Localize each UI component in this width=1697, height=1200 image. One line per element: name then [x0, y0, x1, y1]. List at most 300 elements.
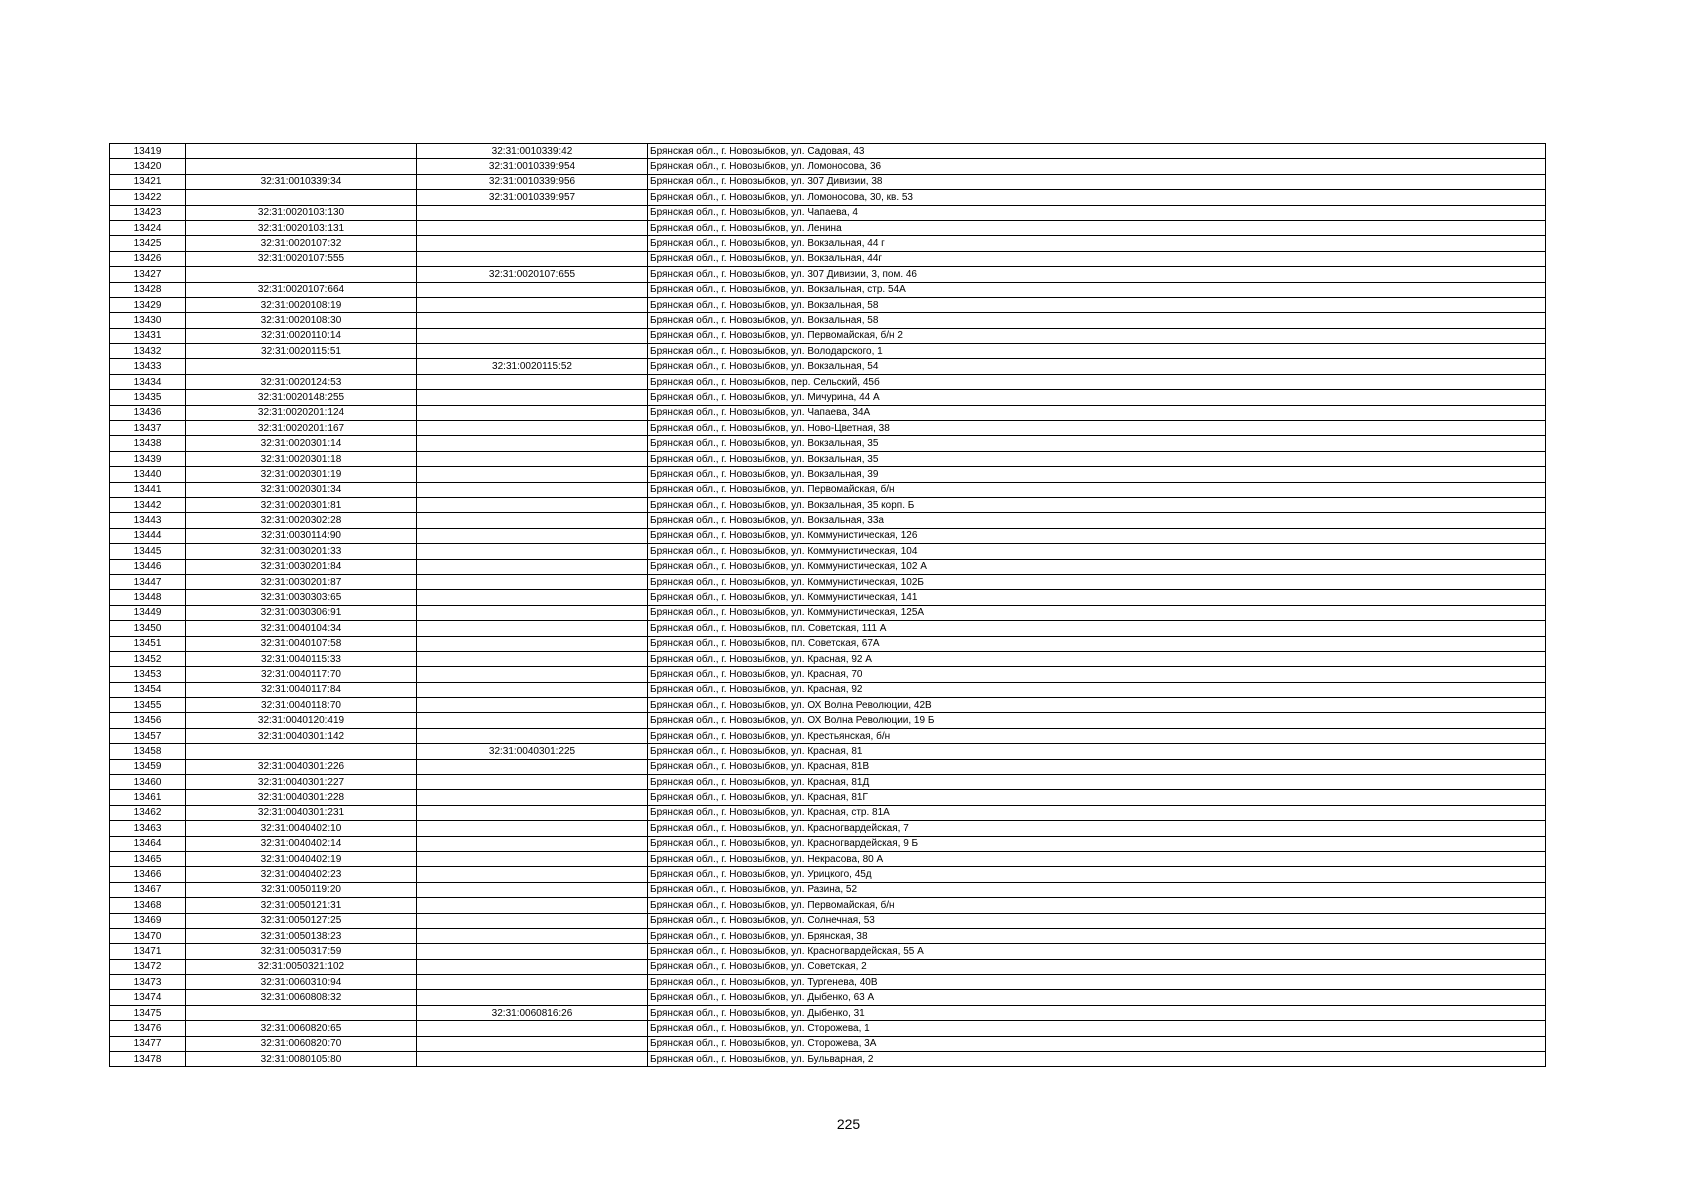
address: Брянская обл., г. Новозыбков, ул. Коммунистическая, 102Б	[648, 574, 1546, 589]
cadastral-number-secondary	[417, 713, 648, 728]
row-number: 13437	[110, 421, 186, 436]
cadastral-number-primary	[186, 190, 417, 205]
row-number: 13425	[110, 236, 186, 251]
address: Брянская обл., г. Новозыбков, ул. Некрасова, 80 А	[648, 851, 1546, 866]
address: Брянская обл., г. Новозыбков, ул. Красная, 81Д	[648, 775, 1546, 790]
cadastral-number-secondary	[417, 251, 648, 266]
cadastral-number-primary	[186, 144, 417, 159]
address: Брянская обл., г. Новозыбков, ул. Вокзальная, 44 г	[648, 236, 1546, 251]
row-number: 13440	[110, 467, 186, 482]
cadastral-number-primary: 32:31:0050119:20	[186, 882, 417, 897]
cadastral-number-secondary	[417, 1052, 648, 1067]
address: Брянская обл., г. Новозыбков, ул. Солнечная, 53	[648, 913, 1546, 928]
table-row	[110, 805, 1546, 820]
cadastral-number-secondary	[417, 698, 648, 713]
cadastral-number-secondary	[417, 313, 648, 328]
table-row	[110, 513, 1546, 528]
table-row	[110, 590, 1546, 605]
table-row	[110, 497, 1546, 512]
cadastral-number-primary: 32:31:0030201:87	[186, 574, 417, 589]
table-row	[110, 344, 1546, 359]
row-number: 13478	[110, 1052, 186, 1067]
table-row	[110, 836, 1546, 851]
table-row	[110, 390, 1546, 405]
row-number: 13461	[110, 790, 186, 805]
row-number: 13466	[110, 867, 186, 882]
row-number: 13421	[110, 174, 186, 189]
row-number: 13436	[110, 405, 186, 420]
table-row	[110, 574, 1546, 589]
cadastral-number-primary: 32:31:0020103:130	[186, 205, 417, 220]
cadastral-number-primary: 32:31:0020108:30	[186, 313, 417, 328]
row-number: 13463	[110, 821, 186, 836]
row-number: 13457	[110, 728, 186, 743]
cadastral-number-secondary	[417, 513, 648, 528]
cadastral-number-secondary	[417, 651, 648, 666]
cadastral-number-primary: 32:31:0020124:53	[186, 374, 417, 389]
address: Брянская обл., г. Новозыбков, ул. Красная, 92 А	[648, 651, 1546, 666]
cadastral-number-primary: 32:31:0040117:84	[186, 682, 417, 697]
cadastral-number-primary: 32:31:0020301:19	[186, 467, 417, 482]
row-number: 13470	[110, 928, 186, 943]
address: Брянская обл., г. Новозыбков, ул. ОХ Волна Революции, 19 Б	[648, 713, 1546, 728]
address: Брянская обл., г. Новозыбков, ул. Красногвардейская, 7	[648, 821, 1546, 836]
cadastral-number-primary: 32:31:0050127:25	[186, 913, 417, 928]
table-row	[110, 682, 1546, 697]
row-number: 13430	[110, 313, 186, 328]
cadastral-number-primary: 32:31:0040402:19	[186, 851, 417, 866]
address: Брянская обл., г. Новозыбков, ул. Первомайская, б/н	[648, 898, 1546, 913]
cadastral-number-primary: 32:31:0030306:91	[186, 605, 417, 620]
table-row	[110, 928, 1546, 943]
table-row	[110, 267, 1546, 282]
table-row	[110, 544, 1546, 559]
table-row	[110, 405, 1546, 420]
table-row	[110, 528, 1546, 543]
row-number: 13476	[110, 1021, 186, 1036]
cadastral-number-secondary	[417, 836, 648, 851]
cadastral-number-primary: 32:31:0040301:231	[186, 805, 417, 820]
cadastral-number-primary: 32:31:0020107:555	[186, 251, 417, 266]
cadastral-number-secondary	[417, 559, 648, 574]
address: Брянская обл., г. Новозыбков, ул. 307 Дивизии, 38	[648, 174, 1546, 189]
address: Брянская обл., г. Новозыбков, ул. Ново-Цветная, 38	[648, 421, 1546, 436]
cadastral-number-secondary	[417, 482, 648, 497]
table-row	[110, 698, 1546, 713]
cadastral-number-secondary	[417, 898, 648, 913]
address: Брянская обл., г. Новозыбков, ул. Коммунистическая, 141	[648, 590, 1546, 605]
address: Брянская обл., г. Новозыбков, ул. Вокзальная, 35 корп. Б	[648, 497, 1546, 512]
row-number: 13444	[110, 528, 186, 543]
cadastral-number-secondary: 32:31:0020115:52	[417, 359, 648, 374]
cadastral-number-primary: 32:31:0030114:90	[186, 528, 417, 543]
table-row	[110, 251, 1546, 266]
cadastral-number-secondary	[417, 728, 648, 743]
cadastral-number-secondary	[417, 528, 648, 543]
cadastral-number-primary: 32:31:0020148:255	[186, 390, 417, 405]
address: Брянская обл., г. Новозыбков, ул. Вокзальная, 39	[648, 467, 1546, 482]
cadastral-number-secondary	[417, 374, 648, 389]
address: Брянская обл., г. Новозыбков, ул. Ломоносова, 30, кв. 53	[648, 190, 1546, 205]
cadastral-number-primary: 32:31:0040117:70	[186, 667, 417, 682]
table-row	[110, 959, 1546, 974]
row-number: 13445	[110, 544, 186, 559]
cadastral-number-secondary	[417, 297, 648, 312]
cadastral-number-primary: 32:31:0040301:228	[186, 790, 417, 805]
address: Брянская обл., г. Новозыбков, ул. Володарского, 1	[648, 344, 1546, 359]
address: Брянская обл., г. Новозыбков, ул. Чапаева, 4	[648, 205, 1546, 220]
table-row	[110, 467, 1546, 482]
cadastral-number-primary: 32:31:0040120:419	[186, 713, 417, 728]
cadastral-number-secondary	[417, 928, 648, 943]
row-number: 13456	[110, 713, 186, 728]
cadastral-number-secondary: 32:31:0010339:957	[417, 190, 648, 205]
address: Брянская обл., г. Новозыбков, ул. Сторожева, 1	[648, 1021, 1546, 1036]
address: Брянская обл., г. Новозыбков, ул. Коммунистическая, 125А	[648, 605, 1546, 620]
row-number: 13439	[110, 451, 186, 466]
row-number: 13433	[110, 359, 186, 374]
row-number: 13458	[110, 744, 186, 759]
cadastral-number-secondary	[417, 990, 648, 1005]
address: Брянская обл., г. Новозыбков, ул. Ленина	[648, 220, 1546, 235]
row-number: 13465	[110, 851, 186, 866]
cadastral-number-secondary	[417, 282, 648, 297]
row-number: 13469	[110, 913, 186, 928]
cadastral-number-primary	[186, 1005, 417, 1020]
cadastral-number-secondary	[417, 544, 648, 559]
address: Брянская обл., г. Новозыбков, ул. Вокзальная, 54	[648, 359, 1546, 374]
cadastral-number-primary: 32:31:0020110:14	[186, 328, 417, 343]
cadastral-number-secondary: 32:31:0010339:956	[417, 174, 648, 189]
cadastral-number-primary: 32:31:0060820:65	[186, 1021, 417, 1036]
table-row	[110, 236, 1546, 251]
table-row	[110, 759, 1546, 774]
row-number: 13464	[110, 836, 186, 851]
cadastral-number-primary	[186, 744, 417, 759]
cadastral-number-secondary	[417, 682, 648, 697]
address: Брянская обл., г. Новозыбков, ул. Урицкого, 45д	[648, 867, 1546, 882]
table-row	[110, 944, 1546, 959]
address: Брянская обл., г. Новозыбков, ул. Вокзальная, стр. 54А	[648, 282, 1546, 297]
cadastral-number-secondary	[417, 975, 648, 990]
cadastral-number-secondary	[417, 944, 648, 959]
table-row	[110, 744, 1546, 759]
table-row	[110, 482, 1546, 497]
table-row	[110, 898, 1546, 913]
registry-table-body	[110, 144, 1546, 1067]
row-number: 13453	[110, 667, 186, 682]
row-number: 13477	[110, 1036, 186, 1051]
cadastral-number-primary	[186, 359, 417, 374]
row-number: 13462	[110, 805, 186, 820]
cadastral-number-primary: 32:31:0060310:94	[186, 975, 417, 990]
table-row	[110, 282, 1546, 297]
address: Брянская обл., г. Новозыбков, ул. Коммунистическая, 126	[648, 528, 1546, 543]
row-number: 13467	[110, 882, 186, 897]
address: Брянская обл., г. Новозыбков, ул. Красная, 81В	[648, 759, 1546, 774]
row-number: 13427	[110, 267, 186, 282]
cadastral-number-primary	[186, 159, 417, 174]
cadastral-number-secondary	[417, 574, 648, 589]
cadastral-number-primary: 32:31:0020301:14	[186, 436, 417, 451]
cadastral-number-secondary	[417, 805, 648, 820]
address: Брянская обл., г. Новозыбков, ул. Бульварная, 2	[648, 1052, 1546, 1067]
row-number: 13451	[110, 636, 186, 651]
cadastral-number-secondary: 32:31:0060816:26	[417, 1005, 648, 1020]
address: Брянская обл., г. Новозыбков, ул. Вокзальная, 58	[648, 297, 1546, 312]
row-number: 13432	[110, 344, 186, 359]
address: Брянская обл., г. Новозыбков, ул. Вокзальная, 33а	[648, 513, 1546, 528]
cadastral-number-secondary	[417, 605, 648, 620]
cadastral-number-primary: 32:31:0040402:23	[186, 867, 417, 882]
address: Брянская обл., г. Новозыбков, ул. ОХ Волна Революции, 42В	[648, 698, 1546, 713]
address: Брянская обл., г. Новозыбков, ул. 307 Дивизии, 3, пом. 46	[648, 267, 1546, 282]
table-row	[110, 713, 1546, 728]
table-row	[110, 1052, 1546, 1067]
cadastral-number-primary: 32:31:0040107:58	[186, 636, 417, 651]
table-row	[110, 990, 1546, 1005]
table-row	[110, 975, 1546, 990]
cadastral-number-primary: 32:31:0020301:81	[186, 497, 417, 512]
cadastral-number-primary	[186, 267, 417, 282]
row-number: 13419	[110, 144, 186, 159]
cadastral-number-secondary	[417, 759, 648, 774]
cadastral-number-secondary	[417, 882, 648, 897]
page-number: 225	[836, 1116, 861, 1132]
row-number: 13475	[110, 1005, 186, 1020]
cadastral-number-primary: 32:31:0080105:80	[186, 1052, 417, 1067]
row-number: 13426	[110, 251, 186, 266]
cadastral-number-primary: 32:31:0020108:19	[186, 297, 417, 312]
cadastral-number-primary: 32:31:0050321:102	[186, 959, 417, 974]
table-row	[110, 220, 1546, 235]
table-row	[110, 913, 1546, 928]
table-row	[110, 436, 1546, 451]
cadastral-number-secondary: 32:31:0010339:42	[417, 144, 648, 159]
cadastral-number-secondary	[417, 205, 648, 220]
cadastral-number-primary: 32:31:0040104:34	[186, 621, 417, 636]
address: Брянская обл., г. Новозыбков, ул. Красная, 81Г	[648, 790, 1546, 805]
address: Брянская обл., г. Новозыбков, ул. Тургенева, 40В	[648, 975, 1546, 990]
row-number: 13447	[110, 574, 186, 589]
table-row	[110, 174, 1546, 189]
cadastral-number-primary: 32:31:0030201:84	[186, 559, 417, 574]
cadastral-number-primary: 32:31:0060820:70	[186, 1036, 417, 1051]
cadastral-number-primary: 32:31:0040301:226	[186, 759, 417, 774]
address: Брянская обл., г. Новозыбков, ул. Вокзальная, 58	[648, 313, 1546, 328]
row-number: 13438	[110, 436, 186, 451]
address: Брянская обл., г. Новозыбков, ул. Красногвардейская, 9 Б	[648, 836, 1546, 851]
table-row	[110, 1005, 1546, 1020]
cadastral-number-secondary	[417, 621, 648, 636]
table-row	[110, 790, 1546, 805]
row-number: 13429	[110, 297, 186, 312]
address: Брянская обл., г. Новозыбков, ул. Коммунистическая, 104	[648, 544, 1546, 559]
address: Брянская обл., г. Новозыбков, ул. Садовая, 43	[648, 144, 1546, 159]
row-number: 13422	[110, 190, 186, 205]
table-row	[110, 605, 1546, 620]
table-row	[110, 205, 1546, 220]
row-number: 13443	[110, 513, 186, 528]
address: Брянская обл., г. Новозыбков, ул. Разина, 52	[648, 882, 1546, 897]
cadastral-number-secondary: 32:31:0010339:954	[417, 159, 648, 174]
row-number: 13472	[110, 959, 186, 974]
cadastral-number-primary: 32:31:0040118:70	[186, 698, 417, 713]
table-row	[110, 821, 1546, 836]
cadastral-number-secondary: 32:31:0020107:655	[417, 267, 648, 282]
cadastral-number-primary: 32:31:0020201:167	[186, 421, 417, 436]
table-row	[110, 882, 1546, 897]
address: Брянская обл., г. Новозыбков, ул. Вокзальная, 35	[648, 436, 1546, 451]
address: Брянская обл., г. Новозыбков, ул. Вокзальная, 44г	[648, 251, 1546, 266]
cadastral-number-secondary	[417, 590, 648, 605]
row-number: 13468	[110, 898, 186, 913]
table-row	[110, 651, 1546, 666]
cadastral-number-secondary	[417, 467, 648, 482]
table-row	[110, 374, 1546, 389]
table-row	[110, 1021, 1546, 1036]
table-row	[110, 1036, 1546, 1051]
table-row	[110, 851, 1546, 866]
registry-table	[109, 143, 1546, 1067]
cadastral-number-secondary	[417, 405, 648, 420]
cadastral-number-secondary	[417, 436, 648, 451]
cadastral-number-secondary	[417, 451, 648, 466]
row-number: 13448	[110, 590, 186, 605]
cadastral-number-secondary	[417, 220, 648, 235]
address: Брянская обл., г. Новозыбков, ул. Ломоносова, 36	[648, 159, 1546, 174]
cadastral-number-secondary	[417, 1021, 648, 1036]
row-number: 13435	[110, 390, 186, 405]
address: Брянская обл., г. Новозыбков, ул. Дыбенко, 63 А	[648, 990, 1546, 1005]
cadastral-number-secondary	[417, 236, 648, 251]
table-row	[110, 728, 1546, 743]
row-number: 13452	[110, 651, 186, 666]
address: Брянская обл., г. Новозыбков, ул. Красная, 70	[648, 667, 1546, 682]
cadastral-number-primary: 32:31:0020302:28	[186, 513, 417, 528]
table-row	[110, 144, 1546, 159]
table-row	[110, 159, 1546, 174]
row-number: 13424	[110, 220, 186, 235]
cadastral-number-primary: 32:31:0060808:32	[186, 990, 417, 1005]
cadastral-number-primary: 32:31:0010339:34	[186, 174, 417, 189]
cadastral-number-primary: 32:31:0050317:59	[186, 944, 417, 959]
cadastral-number-secondary	[417, 636, 648, 651]
table-row	[110, 867, 1546, 882]
cadastral-number-primary: 32:31:0020115:51	[186, 344, 417, 359]
table-row	[110, 359, 1546, 374]
table-row	[110, 297, 1546, 312]
table-row	[110, 421, 1546, 436]
cadastral-number-secondary	[417, 790, 648, 805]
cadastral-number-primary: 32:31:0040301:142	[186, 728, 417, 743]
row-number: 13431	[110, 328, 186, 343]
row-number: 13473	[110, 975, 186, 990]
row-number: 13434	[110, 374, 186, 389]
address: Брянская обл., г. Новозыбков, ул. Мичурина, 44 А	[648, 390, 1546, 405]
cadastral-number-primary: 32:31:0020301:34	[186, 482, 417, 497]
address: Брянская обл., г. Новозыбков, ул. Красная, 92	[648, 682, 1546, 697]
cadastral-number-primary: 32:31:0020107:664	[186, 282, 417, 297]
cadastral-number-secondary	[417, 821, 648, 836]
table-row	[110, 667, 1546, 682]
row-number: 13450	[110, 621, 186, 636]
row-number: 13471	[110, 944, 186, 959]
cadastral-number-primary: 32:31:0040402:14	[186, 836, 417, 851]
cadastral-number-primary: 32:31:0050121:31	[186, 898, 417, 913]
cadastral-number-primary: 32:31:0040301:227	[186, 775, 417, 790]
row-number: 13449	[110, 605, 186, 620]
cadastral-number-secondary	[417, 913, 648, 928]
cadastral-number-primary: 32:31:0030303:65	[186, 590, 417, 605]
address: Брянская обл., г. Новозыбков, ул. Первомайская, б/н 2	[648, 328, 1546, 343]
address: Брянская обл., г. Новозыбков, пл. Советская, 111 А	[648, 621, 1546, 636]
cadastral-number-secondary	[417, 851, 648, 866]
table-row	[110, 775, 1546, 790]
row-number: 13441	[110, 482, 186, 497]
row-number: 13455	[110, 698, 186, 713]
address: Брянская обл., г. Новозыбков, ул. Вокзальная, 35	[648, 451, 1546, 466]
cadastral-number-primary: 32:31:0020301:18	[186, 451, 417, 466]
row-number: 13474	[110, 990, 186, 1005]
cadastral-number-secondary	[417, 421, 648, 436]
row-number: 13459	[110, 759, 186, 774]
cadastral-number-primary: 32:31:0040402:10	[186, 821, 417, 836]
row-number: 13442	[110, 497, 186, 512]
address: Брянская обл., г. Новозыбков, ул. Дыбенко, 31	[648, 1005, 1546, 1020]
cadastral-number-primary: 32:31:0020107:32	[186, 236, 417, 251]
cadastral-number-primary: 32:31:0020103:131	[186, 220, 417, 235]
cadastral-number-primary: 32:31:0020201:124	[186, 405, 417, 420]
table-row	[110, 328, 1546, 343]
row-number: 13454	[110, 682, 186, 697]
cadastral-number-secondary	[417, 775, 648, 790]
cadastral-number-secondary	[417, 667, 648, 682]
table-row	[110, 636, 1546, 651]
address: Брянская обл., г. Новозыбков, ул. Красная, 81	[648, 744, 1546, 759]
cadastral-number-secondary	[417, 328, 648, 343]
address: Брянская обл., г. Новозыбков, ул. Красногвардейская, 55 А	[648, 944, 1546, 959]
table-row	[110, 313, 1546, 328]
table-row	[110, 621, 1546, 636]
cadastral-number-secondary	[417, 1036, 648, 1051]
address: Брянская обл., г. Новозыбков, ул. Сторожева, 3А	[648, 1036, 1546, 1051]
address: Брянская обл., г. Новозыбков, ул. Крестьянская, б/н	[648, 728, 1546, 743]
cadastral-number-secondary: 32:31:0040301:225	[417, 744, 648, 759]
row-number: 13428	[110, 282, 186, 297]
address: Брянская обл., г. Новозыбков, ул. Красная, стр. 81А	[648, 805, 1546, 820]
table-row	[110, 451, 1546, 466]
cadastral-number-secondary	[417, 497, 648, 512]
cadastral-number-primary: 32:31:0050138:23	[186, 928, 417, 943]
cadastral-number-secondary	[417, 344, 648, 359]
address: Брянская обл., г. Новозыбков, ул. Коммунистическая, 102 А	[648, 559, 1546, 574]
row-number: 13460	[110, 775, 186, 790]
address: Брянская обл., г. Новозыбков, пер. Сельский, 45б	[648, 374, 1546, 389]
row-number: 13420	[110, 159, 186, 174]
address: Брянская обл., г. Новозыбков, пл. Советская, 67А	[648, 636, 1546, 651]
cadastral-number-primary: 32:31:0040115:33	[186, 651, 417, 666]
table-row	[110, 190, 1546, 205]
address: Брянская обл., г. Новозыбков, ул. Брянская, 38	[648, 928, 1546, 943]
cadastral-number-primary: 32:31:0030201:33	[186, 544, 417, 559]
address: Брянская обл., г. Новозыбков, ул. Чапаева, 34А	[648, 405, 1546, 420]
address: Брянская обл., г. Новозыбков, ул. Первомайская, б/н	[648, 482, 1546, 497]
cadastral-number-secondary	[417, 867, 648, 882]
address: Брянская обл., г. Новозыбков, ул. Советская, 2	[648, 959, 1546, 974]
cadastral-number-secondary	[417, 390, 648, 405]
row-number: 13446	[110, 559, 186, 574]
